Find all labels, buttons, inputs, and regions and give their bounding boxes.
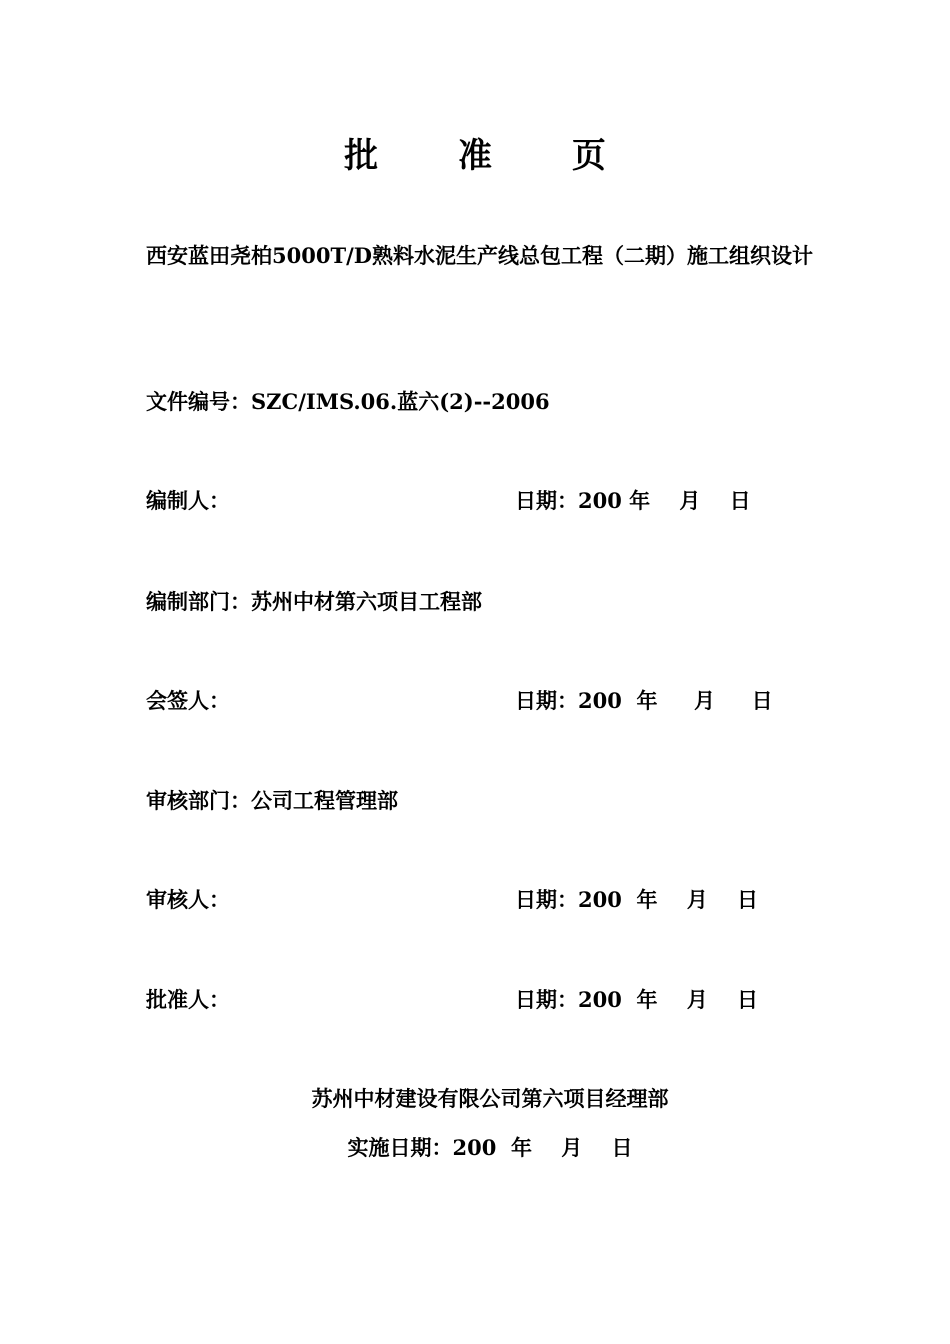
reviewer-date: 日期：200 年 月 日 (515, 887, 758, 912)
document-title: 西安蓝田尧柏5000T/D熟料水泥生产线总包工程（二期）施工组织设计 (146, 243, 813, 268)
compile-department: 编制部门：苏州中材第六项目工程部 (146, 589, 482, 614)
page-title: 批 准 页 (344, 136, 640, 176)
compiler-label: 编制人： (146, 488, 230, 513)
company-name: 苏州中材建设有限公司第六项目经理部 (311, 1086, 669, 1111)
reviewer-label: 审核人： (146, 887, 230, 912)
approver-date: 日期：200 年 月 日 (515, 987, 758, 1012)
file-number: 文件编号：SZC/IMS.06.蓝六(2)--2006 (146, 389, 550, 414)
implement-date: 实施日期：200 年 月 日 (347, 1135, 633, 1160)
compiler-date: 日期：200 年 月 日 (515, 488, 751, 513)
review-department: 审核部门：公司工程管理部 (146, 788, 398, 813)
countersigner-date: 日期：200 年 月 日 (515, 688, 773, 713)
approver-label: 批准人： (146, 987, 230, 1012)
countersigner-label: 会签人： (146, 688, 230, 713)
